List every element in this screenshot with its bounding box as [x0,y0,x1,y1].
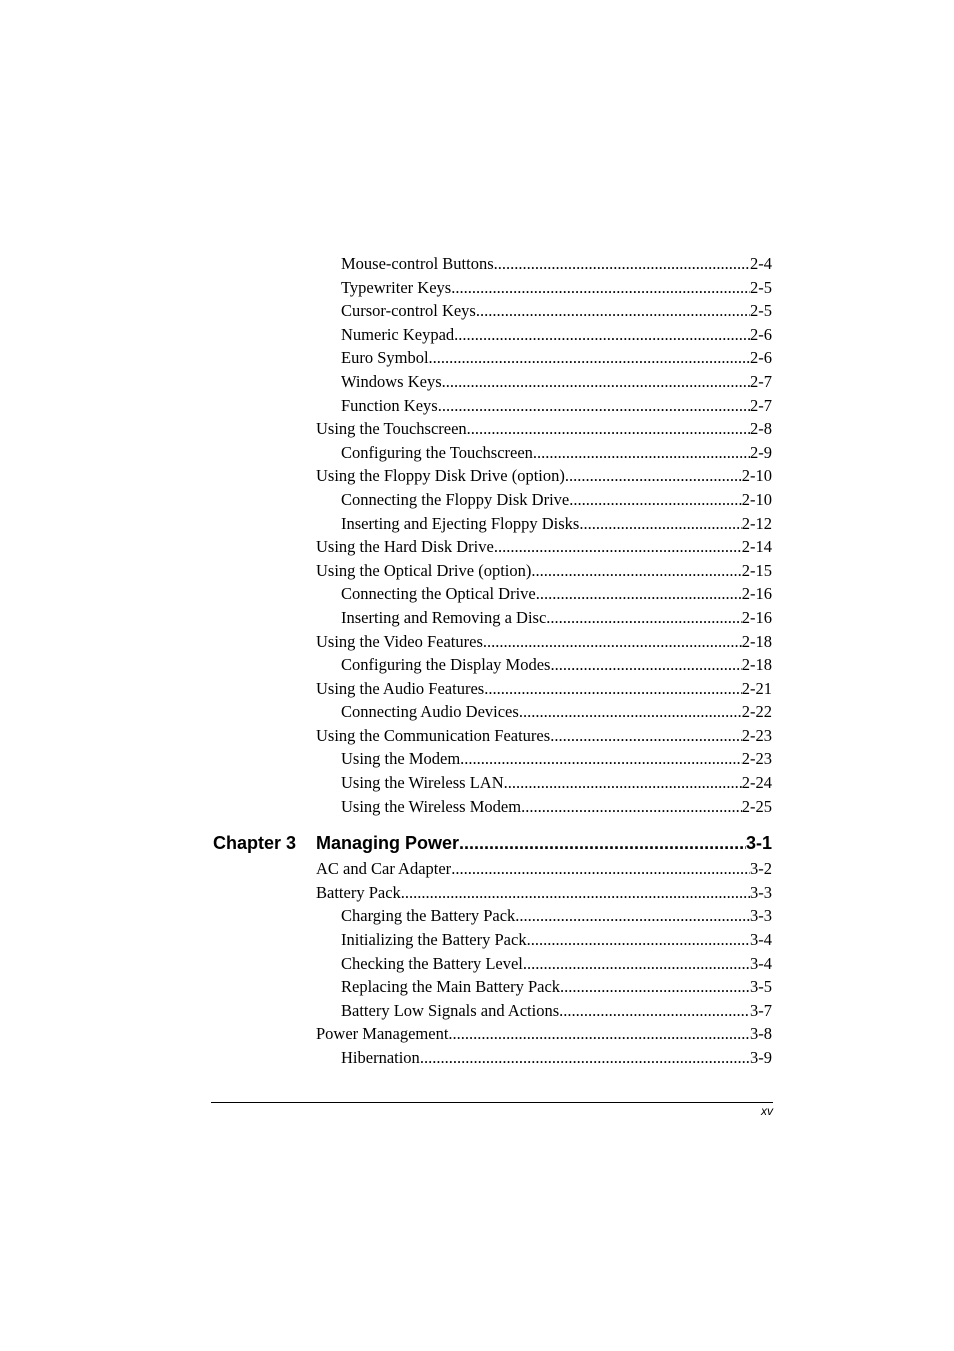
toc-entry-title: Euro Symbol [341,348,429,368]
toc-entry-page-number: 3-9 [750,1048,772,1067]
toc-entry-title: Initializing the Battery Pack [341,930,527,950]
toc-section-entry[interactable] [0,677,954,701]
dot-leader [429,346,750,370]
dot-leader [460,747,742,771]
dot-leader [459,830,746,857]
toc-entry-line [316,630,772,654]
toc-subsection-entry[interactable] [0,346,954,370]
toc-entry-page-number: 2-10 [741,466,772,486]
toc-entry-line [316,1022,772,1046]
toc-entry-title: Using the Audio Features [316,678,485,698]
toc-entry-line [341,771,772,795]
toc-entry-line [341,700,772,724]
toc-entry-line [316,464,772,488]
dot-leader [533,441,750,465]
toc-subsection-entry[interactable] [0,276,954,300]
toc-entry-title: Connecting the Floppy Disk Drive [341,489,570,509]
toc-subsection-entry[interactable] [0,582,954,606]
toc-entry-line [341,904,772,928]
toc-entry-line [341,394,772,418]
dot-leader [494,252,750,276]
toc-entry-title: Using the Touchscreen [316,419,467,439]
dot-leader [523,952,750,976]
toc-subsection-entry[interactable] [0,323,954,347]
toc-subsection-entry[interactable] [0,488,954,512]
toc-entry-title: Using the Hard Disk Drive [316,537,494,557]
dot-leader [531,559,741,583]
toc-section-entry[interactable] [0,417,954,441]
dot-leader [494,535,742,559]
dot-leader [451,857,750,881]
toc-entry-line [316,417,772,441]
chapter-title: Managing Power [316,833,460,854]
dot-leader [550,653,741,677]
dot-leader [467,417,750,441]
dot-leader [476,299,750,323]
chapter-entry [316,830,772,857]
footer-page-number: xv [761,1104,773,1118]
toc-entry-line [341,252,772,276]
toc-entry-page-number: 2-25 [741,796,772,816]
toc-entry-title: Cursor-control Keys [341,301,476,321]
dot-leader [483,630,742,654]
toc-entry-title: Battery Low Signals and Actions [341,1000,560,1020]
toc-entry-page-number: 3-8 [750,1024,772,1044]
table-of-contents [0,252,954,1070]
toc-subsection-entry[interactable] [0,370,954,394]
dot-leader [442,370,750,394]
toc-entry-title: Replacing the Main Battery Pack [341,977,561,997]
toc-entry-line [341,512,772,536]
toc-section-entry[interactable] [0,881,954,905]
toc-entry-page-number: 3-4 [750,953,772,973]
dot-leader [546,606,741,630]
toc-subsection-entry[interactable] [0,975,954,999]
toc-entry-page-number: 2-16 [741,607,772,627]
toc-entry-page-number: 2-14 [741,537,772,557]
toc-section-chapter-3 [0,857,954,1069]
toc-entry-page-number: 3-3 [750,882,772,902]
dot-leader [559,999,750,1023]
toc-subsection-entry[interactable] [0,252,954,276]
dot-leader [536,582,742,606]
toc-entry-page-number: 2-18 [741,655,772,675]
dot-leader [451,276,750,300]
toc-entry-page-number: 2-10 [741,489,772,509]
toc-entry-line [316,881,772,905]
toc-entry-title: Using the Wireless LAN [341,773,504,793]
toc-subsection-entry[interactable] [0,795,954,819]
toc-entry-title: Hibernation [341,1048,420,1067]
toc-entry-line [341,370,772,394]
toc-entry-title: Power Management [316,1024,449,1044]
toc-entry-title: Configuring the Display Modes [341,655,551,675]
footer-rule [211,1102,773,1103]
toc-entry-line [341,653,772,677]
toc-entry-line [341,323,772,347]
toc-entry-page-number: 2-21 [741,678,772,698]
toc-entry-title: Charging the Battery Pack [341,906,516,926]
toc-entry-page-number: 2-8 [750,419,772,439]
toc-entry-page-number: 3-3 [750,906,772,926]
toc-entry-page-number: 2-23 [741,749,772,769]
toc-section-entry[interactable] [0,535,954,559]
toc-entry-title: Checking the Battery Level [341,953,523,973]
dot-leader [579,512,741,536]
toc-entry-page-number: 3-7 [750,1000,772,1020]
toc-subsection-entry[interactable] [0,952,954,976]
toc-entry-title: Function Keys [341,395,438,415]
toc-section-entry[interactable] [0,724,954,748]
toc-subsection-entry[interactable] [0,771,954,795]
toc-entry-page-number: 2-4 [750,254,772,273]
toc-section-entry[interactable] [0,857,954,881]
toc-entry-title: Windows Keys [341,371,442,391]
chapter-heading[interactable] [0,830,954,857]
dot-leader [569,488,742,512]
toc-entry-page-number: 2-5 [750,277,772,297]
toc-subsection-entry[interactable] [0,700,954,724]
toc-section-entry[interactable] [0,630,954,654]
toc-entry-title: Using the Video Features [316,631,483,651]
chapter-page-number: 3-1 [745,833,772,854]
toc-section-entry[interactable] [0,559,954,583]
toc-subsection-entry[interactable] [0,747,954,771]
toc-entry-line [341,582,772,606]
dot-leader [550,724,742,748]
toc-entry-title: Battery Pack [316,882,401,902]
toc-entry-title: Using the Wireless Modem [341,796,522,816]
toc-entry-title: Connecting the Optical Drive [341,584,536,604]
toc-entry-line [341,1046,772,1070]
toc-entry-page-number: 2-5 [750,301,772,321]
toc-entry-title: Configuring the Touchscreen [341,442,533,462]
toc-entry-line [341,276,772,300]
toc-entry-page-number: 2-7 [750,395,772,415]
toc-entry-line [341,346,772,370]
dot-leader [484,677,742,701]
dot-leader [504,771,742,795]
dot-leader [521,795,742,819]
toc-entry-line [316,535,772,559]
toc-entry-line [341,488,772,512]
toc-subsection-entry[interactable] [0,653,954,677]
toc-entry-line [341,606,772,630]
toc-subsection-entry[interactable] [0,394,954,418]
chapter-label: Chapter 3 [213,833,297,854]
toc-entry-title: Inserting and Ejecting Floppy Disks [341,513,580,533]
toc-entry-page-number: 3-4 [750,930,772,950]
toc-subsection-entry[interactable] [0,904,954,928]
toc-entry-title: Inserting and Removing a Disc [341,607,547,627]
toc-entry-title: Using the Modem [341,749,461,769]
toc-entry-line [341,928,772,952]
toc-subsection-entry[interactable] [0,441,954,465]
toc-entry-page-number: 2-18 [741,631,772,651]
toc-entry-title: Typewriter Keys [341,277,452,297]
toc-entry-line [341,952,772,976]
dot-leader [438,394,750,418]
toc-entry-line [341,441,772,465]
dot-leader [454,323,750,347]
toc-entry-page-number: 2-15 [741,560,772,580]
dot-leader [448,1022,750,1046]
toc-entry-line [341,975,772,999]
toc-entry-page-number: 2-24 [741,773,772,793]
toc-subsection-entry[interactable] [0,928,954,952]
toc-entry-page-number: 2-16 [741,584,772,604]
toc-entry-page-number: 2-22 [741,702,772,722]
dot-leader [560,975,750,999]
dot-leader [515,904,750,928]
toc-subsection-entry[interactable] [0,1046,954,1070]
toc-entry-line [316,559,772,583]
toc-subsection-entry[interactable] [0,999,954,1023]
toc-entry-line [341,795,772,819]
dot-leader [420,1046,750,1070]
toc-entry-line [316,677,772,701]
toc-entry-page-number: 2-7 [750,371,772,391]
toc-entry-title: Connecting Audio Devices [341,702,519,722]
toc-entry-title: Using the Optical Drive (option) [316,560,532,580]
toc-entry-page-number: 3-5 [750,977,772,997]
toc-section-entry[interactable] [0,1022,954,1046]
toc-entry-line [341,747,772,771]
toc-section-entry[interactable] [0,464,954,488]
toc-entry-page-number: 2-6 [750,348,772,368]
toc-entry-title: Using the Communication Features [316,725,551,745]
toc-entry-line [341,999,772,1023]
toc-subsection-entry[interactable] [0,512,954,536]
toc-entry-title: Numeric Keypad [341,324,455,344]
toc-entry-title: Using the Floppy Disk Drive (option) [316,466,565,486]
toc-entry-page-number: 2-23 [741,725,772,745]
toc-entry-page-number: 2-6 [750,324,772,344]
dot-leader [401,881,750,905]
toc-subsection-entry[interactable] [0,606,954,630]
toc-entry-title: Mouse-control Buttons [341,254,494,273]
toc-entry-line [316,857,772,881]
toc-entry-line [316,724,772,748]
toc-entry-page-number: 2-9 [750,442,772,462]
toc-entry-title: AC and Car Adapter [316,859,452,879]
dot-leader [565,464,742,488]
toc-section-chapter-2 [0,252,954,818]
toc-subsection-entry[interactable] [0,299,954,323]
dot-leader [527,928,750,952]
toc-entry-line [341,299,772,323]
toc-entry-page-number: 2-12 [741,513,772,533]
toc-entry-page-number: 3-2 [750,859,772,879]
dot-leader [519,700,742,724]
